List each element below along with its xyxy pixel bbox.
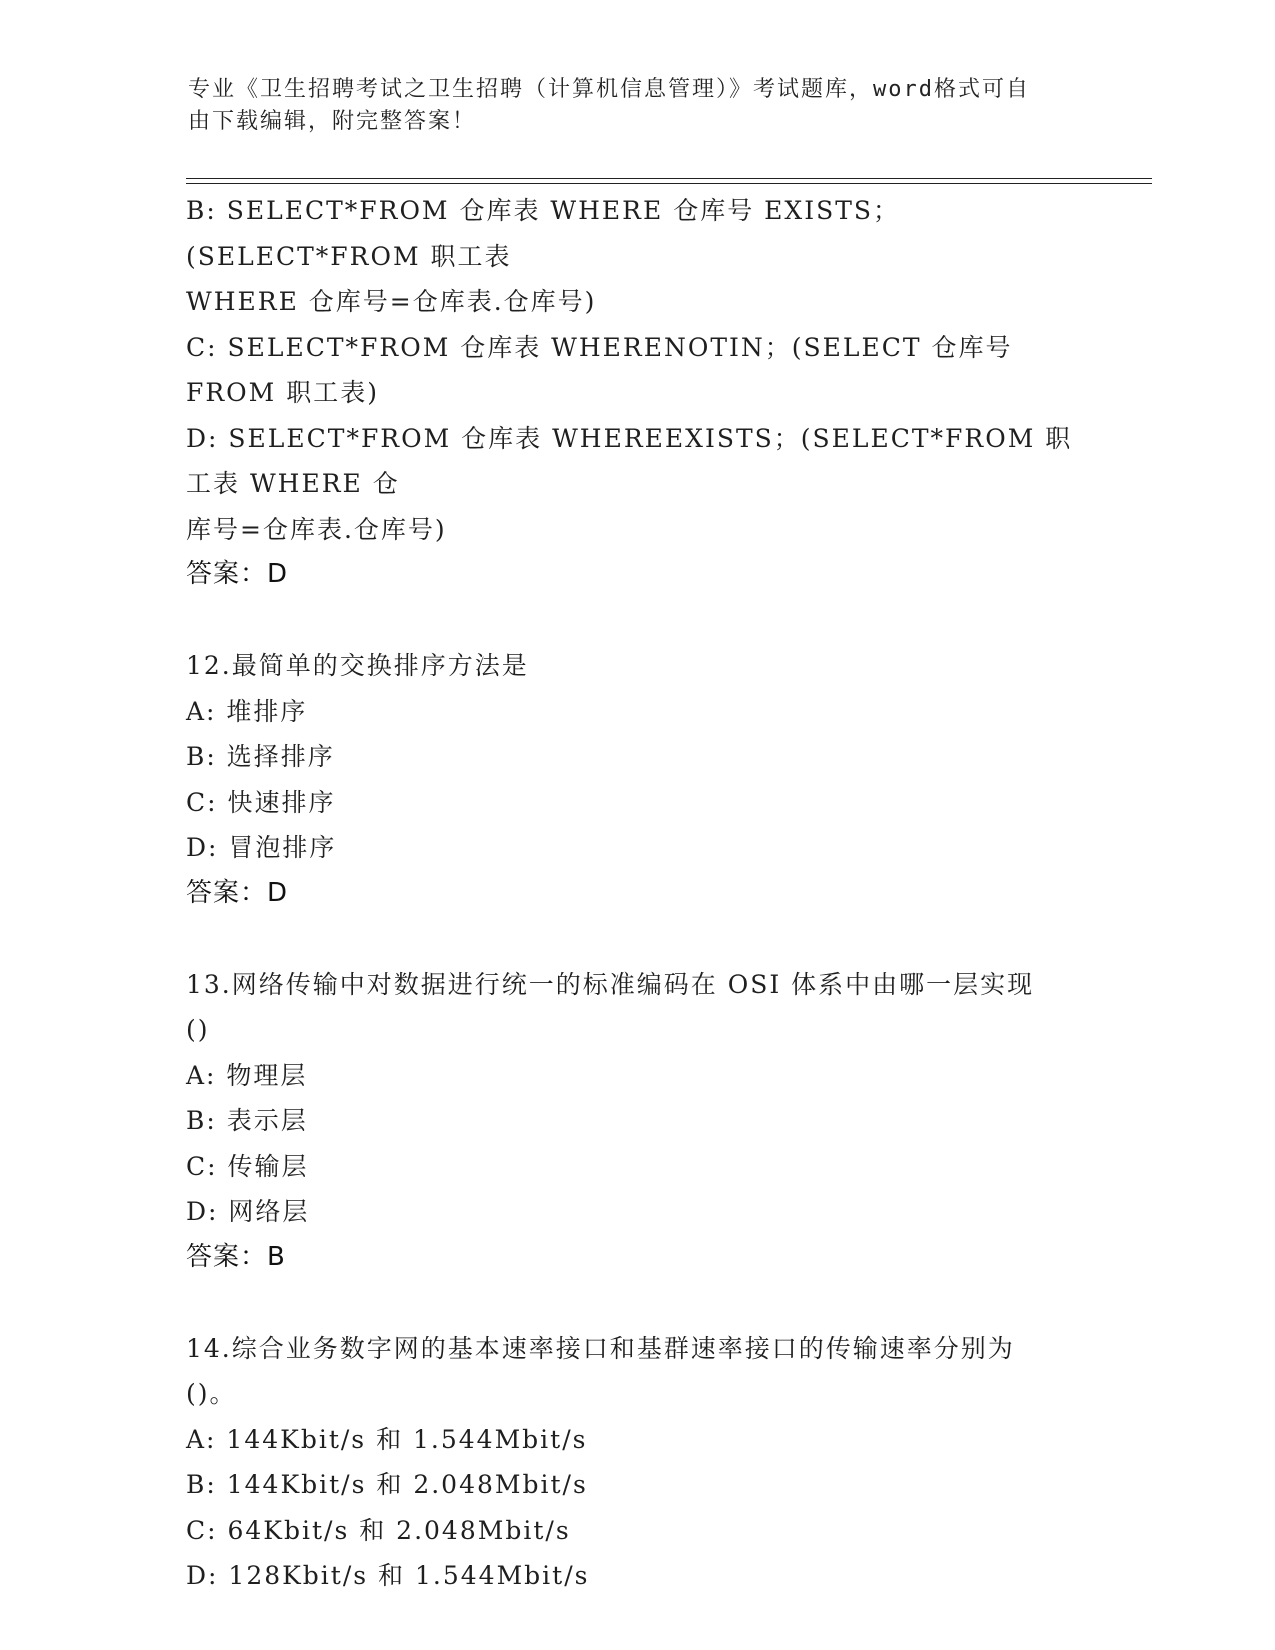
question-14 bbox=[186, 1326, 1086, 1599]
option-c: C: 传输层 bbox=[186, 1151, 309, 1181]
answer: 答案：B bbox=[186, 1241, 286, 1272]
spacer bbox=[186, 598, 1086, 644]
header-line-2: 由下载编辑，附完整答案！ bbox=[188, 109, 477, 134]
question-11 bbox=[186, 188, 1086, 598]
question-text: 12.最简单的交换排序方法是 bbox=[186, 651, 529, 680]
option-b: B: 表示层 bbox=[186, 1106, 308, 1135]
question-13 bbox=[186, 962, 1086, 1281]
option-d-line-1: D: SELECT*FROM 仓库表 WHEREEXISTS；(SELECT*FROM 职工表 WHERE 仓 bbox=[186, 423, 1073, 498]
question-text-line-1: 14.综合业务数字网的基本速率接口和基群速率接口的传输速率分别为 bbox=[186, 1333, 1015, 1363]
option-c: C: 快速排序 bbox=[186, 787, 336, 817]
question-12 bbox=[186, 643, 1086, 916]
option-d: D: 128Kbit/s 和 1.544Mbit/s bbox=[186, 1561, 590, 1590]
option-b-line-2: WHERE 仓库号=仓库表.仓库号) bbox=[186, 287, 597, 316]
option-d: D: 冒泡排序 bbox=[186, 833, 337, 862]
question-text-line-1: 13.网络传输中对数据进行统一的标准编码在 OSI 体系中由哪一层实现 bbox=[186, 969, 1035, 999]
question-text-line-2: ()。 bbox=[186, 1379, 237, 1408]
option-b-line-1: B: SELECT*FROM 仓库表 WHERE 仓库号 EXISTS；(SELECT*FROM 职工表 bbox=[186, 196, 900, 271]
option-a: A: 144Kbit/s 和 1.544Mbit/s bbox=[186, 1424, 588, 1454]
option-b: B: 144Kbit/s 和 2.048Mbit/s bbox=[186, 1470, 588, 1499]
question-text-line-2: () bbox=[186, 1015, 210, 1044]
option-d-line-2: 库号=仓库表.仓库号) bbox=[186, 514, 447, 544]
option-c: C: 64Kbit/s 和 2.048Mbit/s bbox=[186, 1515, 571, 1545]
answer: 答案：D bbox=[186, 559, 289, 589]
spacer bbox=[186, 1280, 1086, 1326]
option-d: D: 网络层 bbox=[186, 1197, 310, 1226]
header-divider-bottom bbox=[186, 183, 1152, 184]
header-line-1: 专业《卫生招聘考试之卫生招聘（计算机信息管理）》考试题库，word格式可自 bbox=[188, 77, 1030, 102]
option-a: A: 堆排序 bbox=[186, 696, 308, 726]
spacer bbox=[186, 916, 1086, 962]
option-a: A: 物理层 bbox=[186, 1060, 308, 1090]
header-divider-top bbox=[186, 178, 1152, 179]
option-c: C: SELECT*FROM 仓库表 WHERENOTIN；(SELECT 仓库号 FROM 职工表) bbox=[186, 332, 1023, 407]
question-list bbox=[186, 188, 1086, 1599]
document-header bbox=[188, 74, 1068, 138]
option-b: B: 选择排序 bbox=[186, 742, 335, 771]
answer: 答案：D bbox=[186, 877, 289, 908]
